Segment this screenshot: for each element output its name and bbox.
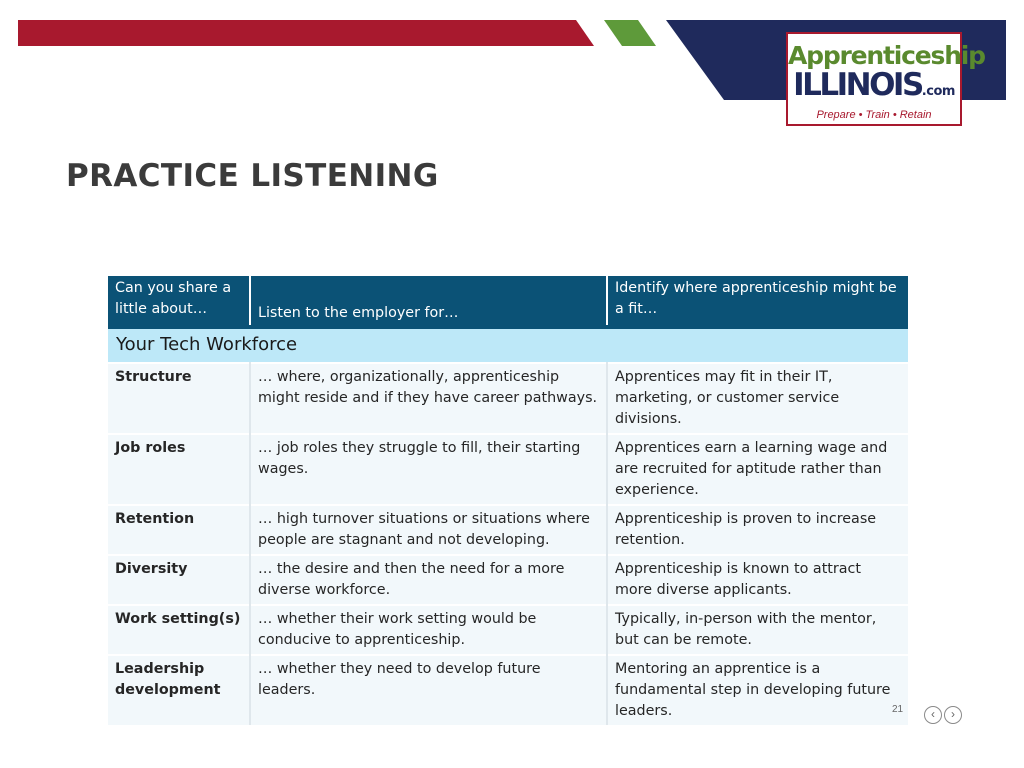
row-listen: … the desire and then the need for a more diverse workforce. xyxy=(250,555,607,605)
row-listen: … high turnover situations or situations where people are stagnant and not developing. xyxy=(250,505,607,555)
row-fit: Apprentices may fit in their IT, marketing, or customer service divisions. xyxy=(607,363,908,434)
logo-line1: Apprenticeship xyxy=(788,41,985,70)
logo-line2 xyxy=(788,67,960,107)
row-fit: Typically, in-person with the mentor, but can be remote. xyxy=(607,605,908,655)
page-title: PRACTICE LISTENING xyxy=(66,158,439,194)
row-fit: Apprenticeship is known to attract more diverse applicants. xyxy=(607,555,908,605)
row-listen: … job roles they struggle to fill, their starting wages. xyxy=(250,434,607,505)
logo-tagline: Prepare • Train • Retain xyxy=(816,109,932,121)
page-number: 21 xyxy=(892,704,904,715)
header-listen: Listen to the employer for… xyxy=(250,276,607,327)
row-fit: Mentoring an apprentice is a fundamental step in developing future leaders. xyxy=(607,655,908,725)
row-fit: Apprenticeship is proven to increase retention. xyxy=(607,505,908,555)
row-topic: Retention xyxy=(108,505,250,555)
row-listen: … where, organizationally, apprenticeship might reside and if they have career pathways. xyxy=(250,363,607,434)
row-fit: Apprentices earn a learning wage and are recruited for aptitude rather than experience. xyxy=(607,434,908,505)
row-topic: Leadership development xyxy=(108,655,250,725)
table-row xyxy=(108,605,908,655)
section-row xyxy=(108,327,908,363)
row-topic: Diversity xyxy=(108,555,250,605)
row-topic: Work setting(s) xyxy=(108,605,250,655)
logo-illinois: ILLINOIS xyxy=(793,67,922,103)
header-fit: Identify where apprenticeship might be a fit… xyxy=(607,276,908,327)
green-banner-bar xyxy=(604,20,656,46)
logo-com: .com xyxy=(921,84,955,99)
table-row xyxy=(108,505,908,555)
table-row xyxy=(108,434,908,505)
section-title: Your Tech Workforce xyxy=(108,327,908,363)
row-topic: Structure xyxy=(108,363,250,434)
table-row xyxy=(108,555,908,605)
row-listen: … whether they need to develop future leaders. xyxy=(250,655,607,725)
red-banner-bar xyxy=(18,20,594,46)
row-listen: … whether their work setting would be conducive to apprenticeship. xyxy=(250,605,607,655)
chevron-right-icon[interactable]: › xyxy=(944,706,962,724)
table-header-row xyxy=(108,276,908,327)
row-topic: Job roles xyxy=(108,434,250,505)
header-topic: Can you share a little about… xyxy=(108,276,250,327)
apprenticeship-illinois-logo xyxy=(786,32,985,126)
table-row xyxy=(108,655,908,725)
chevron-left-icon[interactable]: ‹ xyxy=(924,706,942,724)
table-row xyxy=(108,363,908,434)
